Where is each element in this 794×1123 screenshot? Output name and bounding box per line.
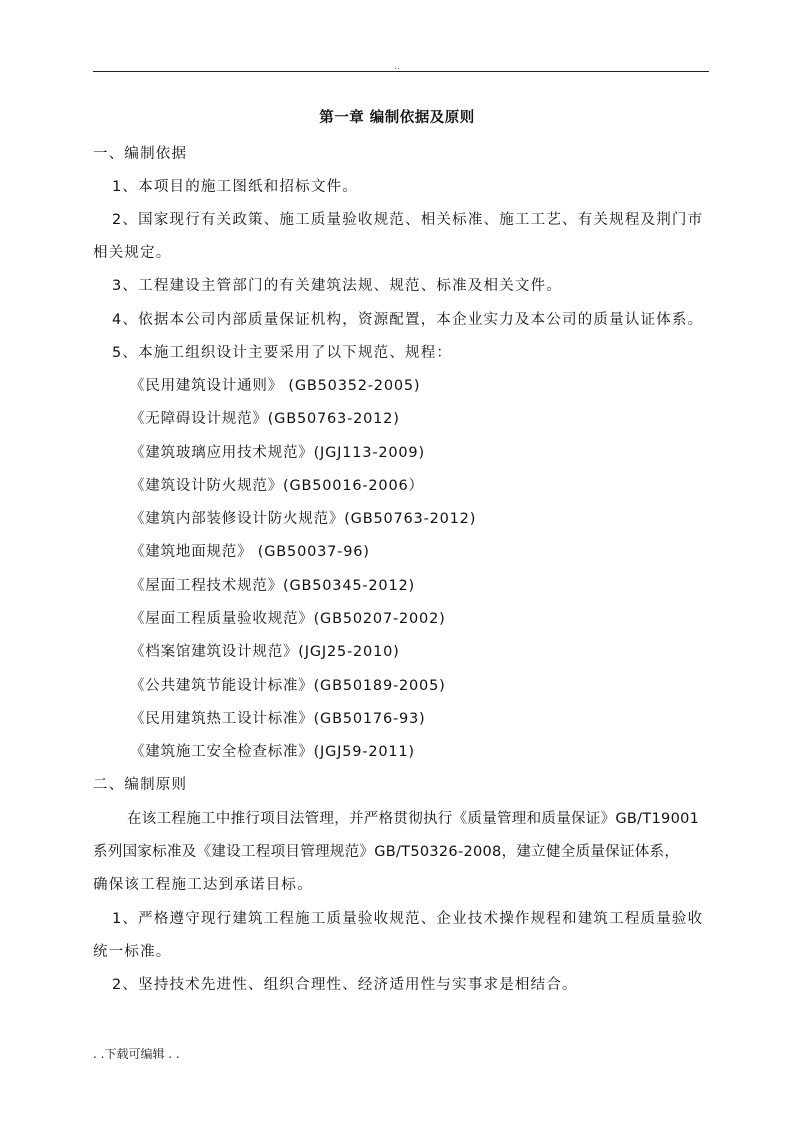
page-footer: . .下载可编辑 . . xyxy=(93,1047,180,1061)
chapter-title: 第一章 编制依据及原则 xyxy=(319,110,475,126)
principle-item-1: 1、严格遵守现行建筑工程施工质量验收规范、企业技术操作规程和建筑工程质量验收 xyxy=(112,911,704,927)
standard-item: 《建筑玻璃应用技术规范》(JGJ113-2009) xyxy=(130,445,425,461)
standard-item: 《屋面工程技术规范》(GB50345-2012) xyxy=(130,578,415,594)
standard-item: 《无障碍设计规范》(GB50763-2012) xyxy=(130,411,400,427)
standard-item: 《建筑地面规范》 (GB50037-96) xyxy=(130,544,370,560)
standard-item: 《档案馆建筑设计规范》(JGJ25-2010) xyxy=(130,644,400,660)
standard-item: 《公共建筑节能设计标准》(GB50189-2005) xyxy=(130,678,446,694)
standard-item: 《民用建筑设计通则》 (GB50352-2005) xyxy=(130,378,421,394)
principle-paragraph-line: 系列国家标准及《建设工程项目管理规范》GB/T50326-2008，建立健全质量保证体系， xyxy=(93,844,680,860)
header-rule xyxy=(93,71,709,72)
section2-heading: 二、编制原则 xyxy=(93,777,188,793)
standard-item: 《建筑内部装修设计防火规范》(GB50763-2012) xyxy=(130,511,477,527)
basis-item-3: 3、工程建设主管部门的有关建筑法规、规范、标准及相关文件。 xyxy=(112,278,563,294)
principle-item-2: 2、坚持技术先进性、组织合理性、经济适用性与实事求是相结合。 xyxy=(112,977,578,993)
basis-item-1: 1、本项目的施工图纸和招标文件。 xyxy=(112,179,358,195)
standard-item: 《民用建筑热工设计标准》(GB50176-93) xyxy=(130,711,426,727)
principle-paragraph-line: 在该工程施工中推行项目法管理，并严格贯彻执行《质量管理和质量保证》GB/T19001 xyxy=(127,811,700,827)
basis-item-4: 4、依据本公司内部质量保证机构，资源配置，本企业实力及本公司的质量认证体系。 xyxy=(112,312,704,328)
standard-item: 《屋面工程质量验收规范》(GB50207-2002) xyxy=(130,611,446,627)
basis-item-2: 2、国家现行有关政策、施工质量验收规范、相关标准、施工工艺、有关规程及荆门市 xyxy=(112,212,704,228)
standard-item: 《建筑施工安全检查标准》(JGJ59-2011) xyxy=(130,744,415,760)
principle-paragraph-line: 确保该工程施工达到承诺目标。 xyxy=(93,877,313,893)
principle-item-1-cont: 统一标准。 xyxy=(93,944,172,960)
basis-item-5: 5、本施工组织设计主要采用了以下规范、规程： xyxy=(112,345,453,361)
section1-heading: 一、编制依据 xyxy=(93,146,188,162)
header-mark: .. xyxy=(394,62,400,72)
basis-item-2-cont: 相关规定。 xyxy=(93,245,172,261)
standard-item: 《建筑设计防火规范》(GB50016-2006） xyxy=(130,478,424,494)
